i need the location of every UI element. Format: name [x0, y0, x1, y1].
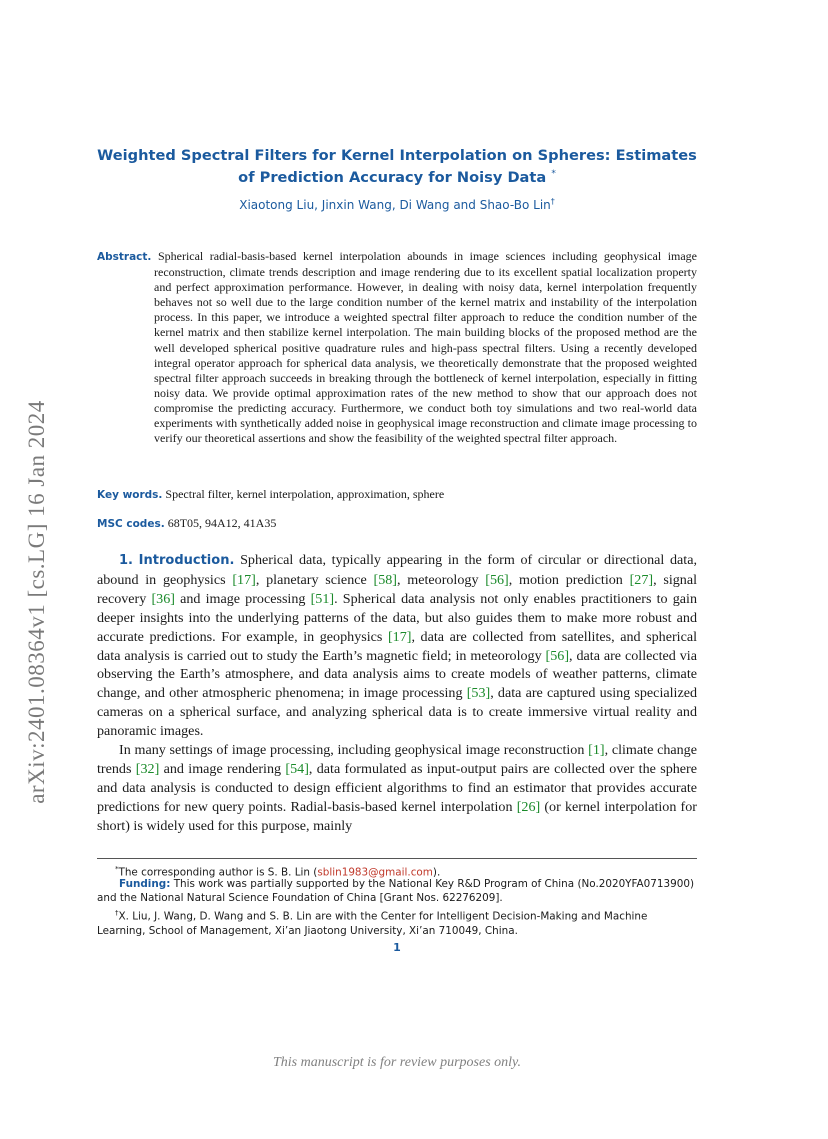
- author-footnote-mark[interactable]: †: [550, 197, 555, 206]
- p1-text: , data are collected via observing the Earth’s atmosphere, and data analysis aims to create models of weather patterns, climate change, and other atmospheric phenomena; in image processing: [97, 647, 697, 702]
- p2-text: (or kernel interpolation for short) is widely used for this purpose, mainly: [97, 798, 697, 834]
- p1-text: , signal recovery: [97, 571, 698, 607]
- footnote-text: ).: [432, 866, 441, 879]
- section-title: Introduction.: [138, 553, 235, 568]
- keywords-text: Spectral filter, kernel interpolation, approximation, sphere: [165, 487, 445, 501]
- citation-link[interactable]: [17]: [387, 628, 412, 645]
- citation-link[interactable]: [54]: [285, 760, 309, 777]
- citation-link[interactable]: [53]: [466, 685, 491, 702]
- footnote-funding: [97, 877, 697, 906]
- author-names: Xiaotong Liu, Jinxin Wang, Di Wang and Shao-Bo Lin: [239, 198, 551, 212]
- citation-link[interactable]: [36]: [151, 590, 175, 607]
- abstract-label: Abstract.: [97, 251, 152, 263]
- keywords: [97, 487, 697, 502]
- p2-text: , data formulated as input-output pairs are collected over the sphere and data analysis is conducted to design efficient algorithms to find an estimator that provides accurate predictions for new query points. Radial-basis-based kernel interpolation: [97, 760, 697, 815]
- footnote-mark: *: [115, 865, 119, 873]
- funding-label: Funding:: [119, 878, 171, 890]
- citation-link[interactable]: [17]: [232, 571, 256, 588]
- arxiv-stamp-text: arXiv:2401.08364v1 [cs.LG] 16 Jan 2024: [24, 400, 49, 804]
- author-list: [97, 197, 697, 212]
- p2-text: and image rendering: [159, 760, 286, 777]
- paper-title: [97, 146, 697, 187]
- citation-link[interactable]: [51]: [310, 590, 335, 607]
- intro-paragraph-1: [97, 551, 697, 741]
- citation-link[interactable]: [32]: [135, 760, 160, 777]
- p1-text: . Spherical data analysis not only enables practitioners to gain deeper insights into the underlying patterns of the data, but also guides them to make more robust and accurate predictions. For example, in geophysics: [97, 590, 698, 645]
- citation-link[interactable]: [27]: [629, 571, 654, 588]
- citation-link[interactable]: [1]: [588, 742, 605, 759]
- p2-text: In many settings of image processing, including geophysical image reconstruction: [119, 742, 589, 759]
- arxiv-stamp: [20, 376, 54, 828]
- review-note: This manuscript is for review purposes only.: [273, 1055, 521, 1070]
- p1-text: , motion prediction: [508, 571, 630, 588]
- footnote-text: The corresponding author is S. B. Lin (: [118, 866, 318, 879]
- main-body: [97, 551, 697, 836]
- footnote-divider: [97, 858, 697, 859]
- email-link[interactable]: sblin1983@gmail.com: [317, 866, 433, 879]
- citation-link[interactable]: [58]: [373, 571, 397, 588]
- msc-codes: [97, 516, 697, 531]
- footnote-affiliation: [97, 906, 697, 938]
- keywords-label: Key words.: [97, 489, 163, 501]
- affiliation-text: X. Liu, J. Wang, D. Wang and S. B. Lin are with the Center for Intelligent Decision-Making and Machine Learning, School of Management, Xi’an Jiaotong University, Xi’an 710049, China.: [97, 910, 648, 937]
- msc-text: 68T05, 94A12, 41A35: [167, 516, 277, 530]
- abstract: [97, 249, 697, 446]
- p1-text: , data are captured using specialized cameras on a spherical surface, and analyzing spherical data is to create immersive virtual reality and panoramic images.: [97, 685, 698, 740]
- p1-text: and image processing: [174, 590, 311, 607]
- section-number: 1.: [119, 553, 133, 568]
- msc-label: MSC codes.: [97, 518, 165, 530]
- p1-text: , meteorology: [396, 571, 486, 588]
- title-footnote-mark[interactable]: *: [551, 169, 556, 179]
- p1-text: Spherical data, typically appearing in the form of circular or directional data, abound in geophysics: [97, 552, 697, 588]
- p1-text: , data are collected from satellites, and spherical data analysis is carried out to study the Earth’s magnetic field; in meteorology: [97, 628, 697, 664]
- p1-text: , planetary science: [255, 571, 374, 588]
- citation-link[interactable]: [56]: [485, 571, 509, 588]
- abstract-text: Spherical radial-basis-based kernel interpolation abounds in image sciences including geophysical image reconstruction, climate trends description and image rendering due to its excellent spatial localization property and perfect approximation performance. However, in dealing with noisy data, kernel interpolation frequently behaves not so well due to the large condition number of the kernel matrix and instability of the interpolation process. In this paper, we introduce a weighted spectral filter approach to reduce the condition number of the kernel matrix and then stabilize kernel interpolation. The main building blocks of the proposed method are the well developed spherical positive quadrature rules and high-pass spectral filters. Using a recently developed integral operator approach for spherical data analysis, we theoretically demonstrate that the proposed weighted spectral filter approach succeeds in breaking through the bottleneck of kernel interpolation, especially in fitting noisy data. We provide optimal approximation rates of the new method to show that our approach does not compromise the predicting accuracy. Furthermore, we conduct both toy simulations and two real-world data experiments with synthetically added noise in geophysical image reconstruction and climate image processing to verify our theoretical assertions and show the feasibility of the weighted spectral filter approach.: [154, 249, 698, 446]
- intro-paragraph-2: [97, 741, 697, 836]
- paper-title-text: Weighted Spectral Filters for Kernel Interpolation on Spheres: Estimates of Prediction Accuracy for Noisy Data: [97, 147, 697, 186]
- footnote-mark: †: [115, 909, 119, 917]
- citation-link[interactable]: [26]: [516, 798, 541, 815]
- p2-text: , climate change trends: [97, 742, 697, 777]
- page-number: 1: [393, 941, 401, 954]
- funding-text: This work was partially supported by the National Key R&D Program of China (No.2020YFA0713900) and the National Natural Science Foundation of China [Grant Nos. 62276209].: [97, 878, 694, 905]
- citation-link[interactable]: [56]: [545, 647, 570, 664]
